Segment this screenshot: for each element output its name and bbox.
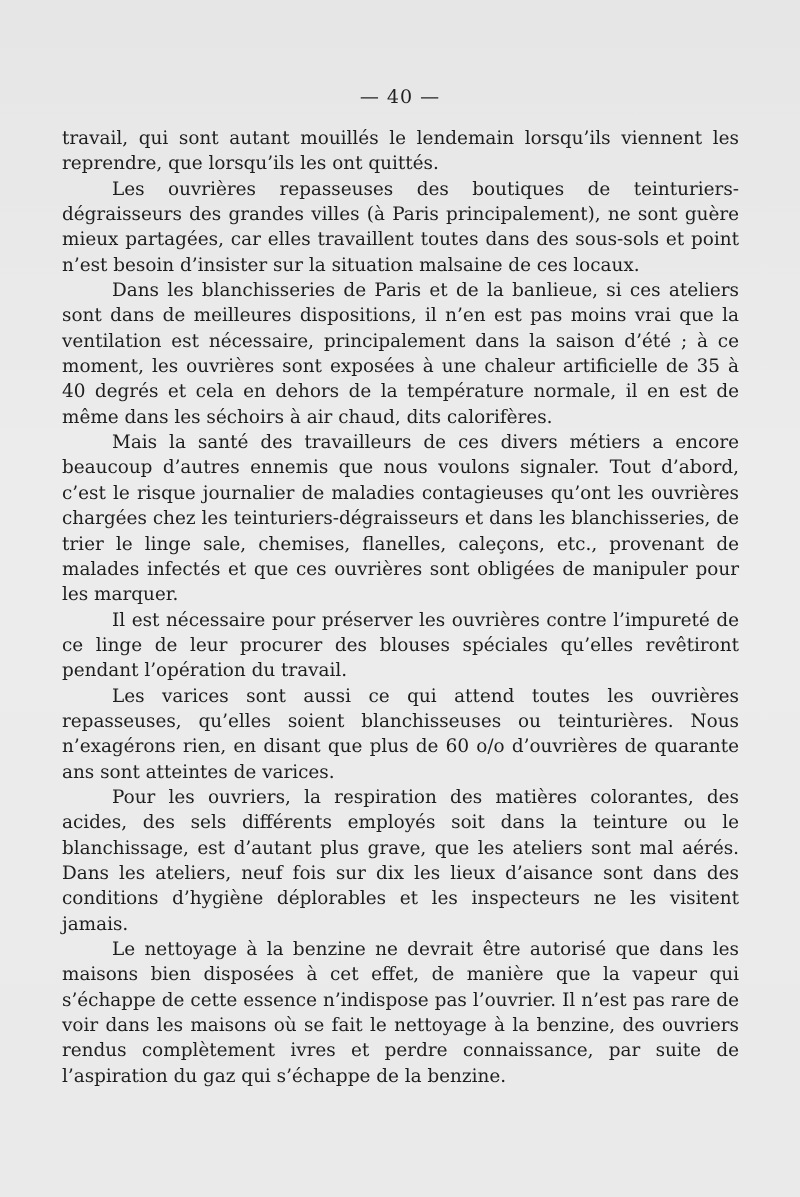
paragraph-repasseuses: Les ouvrières repasseuses des boutiques de teinturiers-dégraisseurs des grandes villes (à Paris principalement), ne sont guère mieux partagées, car elles travaillent toutes dans des sous-sols et point n’est besoin d’insister sur la situation malsaine de ces locaux. — [62, 178, 739, 276]
page-number: — 40 — — [359, 86, 441, 108]
paragraph-blouses: Il est nécessaire pour préserver les ouvrières contre l’impureté de ce linge de leur procurer des blouses spéciales qu’elles revêtiront pendant l’opération du travail. — [62, 609, 739, 682]
paragraph-ouvriers: Pour les ouvriers, la respiration des matières colorantes, des acides, des sels différents employés soit dans la teinture ou le blanchissage, est d’autant plus grave, que les ateliers sont mal aérés. Dans les ateliers, neuf fois sur dix les lieux d’aisance sont dans des conditions d’hygiène déplorables et les inspecteurs ne les visitent jamais. — [62, 786, 739, 935]
body-text — [62, 126, 739, 1089]
paragraph-continuation: travail, qui sont autant mouillés le lendemain lorsqu’ils viennent les reprendre, que lorsqu’ils les ont quittés. — [62, 128, 739, 175]
paragraph-varices: Les varices sont aussi ce qui attend toutes les ouvrières repasseuses, qu’elles soient blanchisseuses ou teinturières. Nous n’exagérons rien, en disant que plus de 60 o/o d’ouvrières de quarante ans sont atteintes de varices. — [62, 685, 739, 783]
paragraph-benzine: Le nettoyage à la benzine ne devrait être autorisé que dans les maisons bien disposées à cet effet, de manière que la vapeur qui s’échappe de cette essence n’indispose pas l’ouvrier. Il n’est pas rare de voir dans les maisons où se fait le nettoyage à la benzine, des ouvriers rendus complètement ivres et perdre connaissance, par suite de l’aspiration du gaz qui s’échappe de la benzine. — [62, 939, 739, 1087]
paragraph-sante: Mais la santé des travailleurs de ces divers métiers a encore beaucoup d’autres ennemis que nous voulons signaler. Tout d’abord, c’est le risque journalier de maladies contagieuses qu’ont les ouvrières chargées chez les teinturiers-dégraisseurs et dans les blanchisseries, de trier le linge sale, chemises, flanelles, caleçons, etc., provenant de malades infectés et que ces ouvrières sont obligées de manipuler pour les marquer. — [62, 432, 739, 606]
paragraph-blanchisseries: Dans les blanchisseries de Paris et de la banlieue, si ces ateliers sont dans de meilleures dispositions, il n’en est pas moins vrai que la ventilation est nécessaire, principalement dans la saison d’été ; à ce moment, les ouvrières sont exposées à une chaleur artificielle de 35 à 40 degrés et cela en dehors de la température normale, il en est de même dans les séchoirs à air chaud, dits calorifères. — [62, 280, 739, 428]
